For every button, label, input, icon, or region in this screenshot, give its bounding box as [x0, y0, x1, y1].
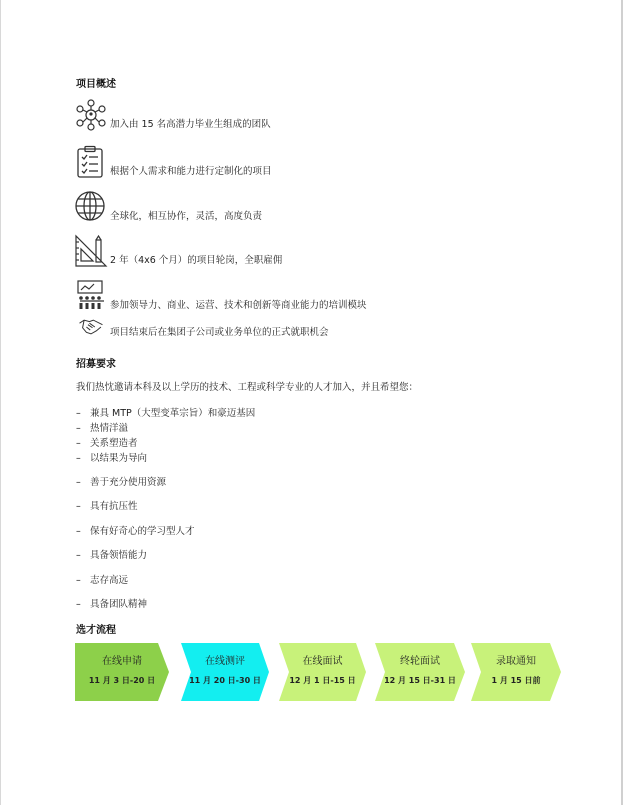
checklist-icon: [74, 145, 108, 179]
overview-item-text: 根据个人需求和能力进行定制化的项目: [110, 166, 272, 177]
list-item: [76, 547, 147, 561]
page-edge-left: [0, 0, 1, 805]
bullet-dash: –: [76, 501, 81, 512]
process-step-final: [375, 643, 465, 701]
list-item-text: 具有抗压性: [90, 501, 138, 512]
list-item-text: 具备团队精神: [90, 599, 148, 610]
step-title: 终轮面试: [400, 656, 440, 667]
process-heading: 选才流程: [76, 625, 116, 636]
overview-item-rotation: [74, 234, 282, 268]
overview-item-global: [74, 190, 262, 224]
overview-item-text: 参加领导力、商业、运营、技术和创新等商业能力的培训模块: [110, 300, 367, 311]
overview-item-text: 2 年（4x6 个月）的项目轮岗，全职雇佣: [110, 255, 283, 266]
list-item: [76, 523, 195, 537]
step-date: 1 月 15 日前: [491, 676, 541, 685]
step-date: 11 月 20 日-30 日: [189, 676, 261, 685]
list-item-text: 热情洋溢: [90, 423, 129, 434]
bullet-dash: –: [76, 477, 81, 488]
step-title: 在线测评: [205, 656, 245, 667]
step-title: 在线申请: [102, 656, 142, 667]
list-item: [76, 405, 255, 419]
list-item: [76, 420, 128, 434]
step-date: 12 月 15 日-31 日: [384, 676, 456, 685]
step-date: 11 月 3 日-20 日: [88, 676, 156, 685]
list-item: [76, 596, 147, 610]
list-item-text: 关系塑造者: [90, 438, 138, 449]
list-item: [76, 498, 138, 512]
list-item-text: 志存高远: [90, 575, 129, 586]
list-item: [76, 474, 166, 488]
requirements-heading: 招募要求: [76, 359, 116, 370]
list-item-text: 以结果为导向: [90, 453, 148, 464]
step-title: 在线面试: [302, 656, 343, 667]
step-title: 录取通知: [496, 656, 536, 667]
overview-item-text: 全球化，相互协作，灵活，高度负责: [110, 211, 263, 222]
bullet-dash: –: [76, 453, 81, 464]
process-step-offer: [471, 643, 561, 701]
network-people-icon: [74, 98, 108, 132]
bullet-dash: –: [76, 438, 81, 449]
ruler-pencil-icon: [74, 234, 108, 268]
list-item-text: 兼具 MTP（大型变革宗旨）和豪迈基因: [90, 408, 256, 419]
bullet-dash: –: [76, 575, 81, 586]
bullet-dash: –: [76, 526, 81, 537]
handshake-icon: [74, 314, 108, 340]
overview-item-training: [74, 279, 367, 313]
step-date: 12 月 1 日-15 日: [289, 676, 356, 685]
bullet-dash: –: [76, 550, 81, 561]
process-flow: [75, 643, 575, 703]
bullet-dash: –: [76, 408, 81, 419]
list-item: [76, 435, 138, 449]
bullet-dash: –: [76, 423, 81, 434]
overview-item-customized: [74, 145, 272, 179]
list-item-text: 具备领悟能力: [90, 550, 148, 561]
bullet-dash: –: [76, 599, 81, 610]
training-classroom-icon: [74, 279, 108, 313]
overview-item-employment: [74, 314, 329, 340]
globe-icon: [74, 190, 108, 224]
overview-item-team: [74, 98, 271, 132]
list-item: [76, 572, 128, 586]
process-step-apply: [75, 643, 169, 701]
process-step-assessment: [181, 643, 269, 701]
list-item-text: 保有好奇心的学习型人才: [90, 526, 195, 537]
list-item-text: 善于充分使用资源: [90, 477, 167, 488]
overview-heading: 项目概述: [76, 79, 116, 90]
requirements-intro: 我们热忱邀请本科及以上学历的技术、工程或科学专业的人才加入，并且希望您：: [76, 382, 419, 393]
list-item: [76, 450, 147, 464]
overview-item-text: 项目结束后在集团子公司或业务单位的正式就职机会: [110, 327, 329, 338]
process-step-interview: [279, 643, 366, 701]
overview-item-text: 加入由 15 名高潜力毕业生组成的团队: [110, 119, 271, 130]
